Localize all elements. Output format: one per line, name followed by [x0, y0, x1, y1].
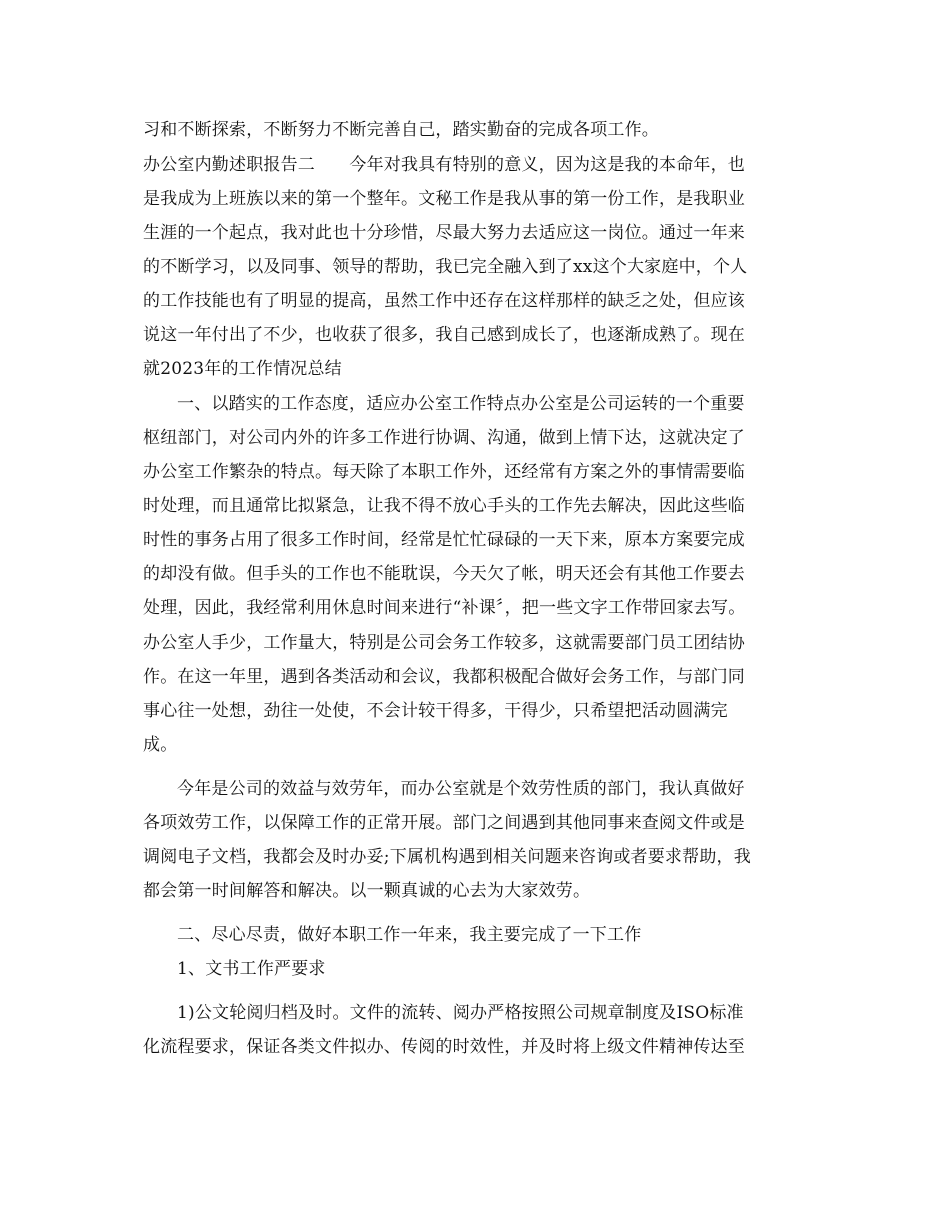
section-heading-2: 二、尽心尽责，做好本职工作一年来，我主要完成了一下工作	[177, 925, 642, 945]
text-line: 说这一年付出了不少，也收获了很多，我自己感到成长了，也逐渐成熟了。现在	[143, 325, 745, 345]
text-line: 枢纽部门，对公司内外的许多工作进行协调、沟通，做到上情下达，这就决定了	[143, 428, 745, 448]
text-line: 都会第一时间解答和解决。以一颗真诚的心去为大家效劳。	[143, 881, 591, 901]
subsection-heading: 1、文书工作严要求	[177, 959, 326, 979]
text-line: 调阅电子文档，我都会及时办妥;下属机构遇到相关问题来咨询或者要求帮助，我	[143, 847, 751, 867]
text-line: 的不断学习，以及同事、领导的帮助，我已完全融入到了xx这个大家庭中，个人	[143, 257, 748, 277]
text-line: 处理，因此，我经常利用休息时间来进行“补课〞，把一些文字工作带回家去写。	[143, 598, 746, 618]
text-line: 的工作技能也有了明显的提高，虽然工作中还存在这样那样的缺乏之处，但应该	[143, 291, 745, 311]
text-line: 习和不断探索，不断努力不断完善自己，踏实勤奋的完成各项工作。	[143, 120, 659, 140]
section-heading-1: 一、以踏实的工作态度，适应办公室工作特点办公室是公司运转的一个重要	[177, 394, 745, 414]
text-line: 事心往一处想，劲往一处使，不会计较干得多，干得少，只希望把活动圆满完	[143, 701, 728, 721]
text-line: 今年是公司的效益与效劳年，而办公室就是个效劳性质的部门，我认真做好	[177, 779, 745, 799]
text-line: 是我成为上班族以来的第一个整年。文秘工作是我从事的第一份工作，是我职业	[143, 189, 745, 209]
text-line: 的却没有做。但手头的工作也不能耽误，今天欠了帐，明天还会有其他工作要去	[143, 564, 745, 584]
text-line: 1)公文轮阅归档及时。文件的流转、阅办严格按照公司规章制度及ISO标准	[177, 1003, 744, 1023]
text-line: 时处理，而且通常比拟紧急，让我不得不放心手头的工作先去解决，因此这些临	[143, 496, 745, 516]
text-line: 化流程要求，保证各类文件拟办、传阅的时效性，并及时将上级文件精神传达至	[143, 1037, 745, 1057]
text-line: 生涯的一个起点，我对此也十分珍惜，尽最大努力去适应这一岗位。通过一年来	[143, 223, 745, 243]
text-line: 办公室内勤述职报告二 今年对我具有特别的意义，因为这是我的本命年，也	[143, 155, 745, 175]
text-line: 办公室工作繁杂的特点。每天除了本职工作外，还经常有方案之外的事情需要临	[143, 462, 745, 482]
text-line: 作。在这一年里，遇到各类活动和会议，我都积极配合做好会务工作，与部门同	[143, 667, 745, 687]
text-line: 就2023年的工作情况总结	[143, 359, 342, 379]
text-line: 各项效劳工作，以保障工作的正常开展。部门之间遇到其他同事来查阅文件或是	[143, 813, 745, 833]
text-line: 成。	[143, 735, 178, 755]
text-line: 时性的事务占用了很多工作时间，经常是忙忙碌碌的一天下来，原本方案要完成	[143, 530, 745, 550]
text-line: 办公室人手少，工作量大，特别是公司会务工作较多，这就需要部门员工团结协	[143, 633, 745, 653]
